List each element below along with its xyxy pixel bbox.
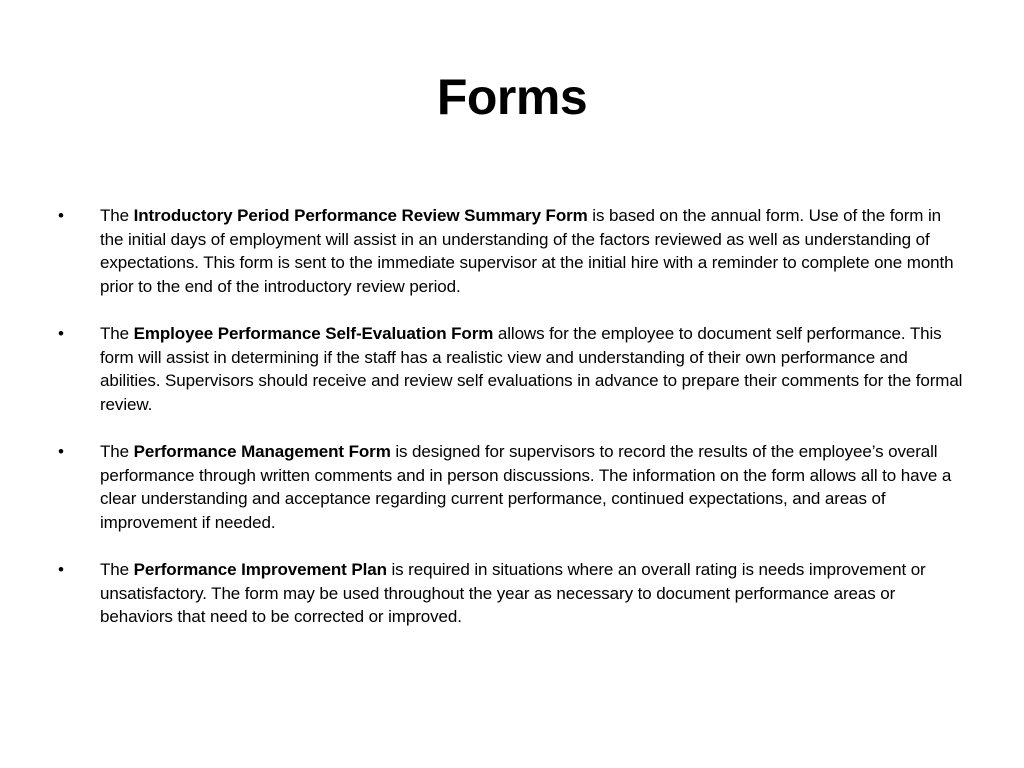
form-name: Performance Improvement Plan bbox=[133, 560, 387, 579]
bullet-point-icon: • bbox=[58, 442, 64, 461]
bullet-lead-text: The bbox=[100, 206, 134, 225]
bullet-item-self-evaluation-form bbox=[56, 322, 966, 416]
bullet-lead-text: The bbox=[100, 442, 134, 461]
bullet-body-text: is designed for supervisors to record the results of the employee’s overall performance through written comments and in person discussions. The information on the form allows all to have a clear understanding and acceptance regarding current performance, continued expectations, and areas of improvement if needed. bbox=[100, 442, 952, 532]
bullet-point-icon: • bbox=[58, 324, 64, 343]
slide-title: Forms bbox=[436, 69, 588, 125]
bullet-lead-text: The bbox=[100, 560, 134, 579]
bullet-list bbox=[56, 204, 966, 629]
bullet-body-text: is based on the annual form. Use of the form in the initial days of employment will assist in an understanding of the factors reviewed as well as understanding of expectations. This form is sent to the immediate supervisor at the initial hire with a reminder to complete one month prior to the end of the introductory review period. bbox=[100, 206, 954, 296]
bullet-body-text: allows for the employee to document self performance. This form will assist in determining if the staff has a realistic view and understanding of their own performance and abilities. Supervisors should receive and review self evaluations in advance to prepare their comments for the formal review. bbox=[100, 324, 963, 414]
bullet-lead-text: The bbox=[100, 324, 134, 343]
form-name: Performance Management Form bbox=[133, 442, 391, 461]
bullet-body-text: is required in situations where an overall rating is needs improvement or unsatisfactory. The form may be used throughout the year as necessary to document performance areas or behaviors that need to be corrected or improved. bbox=[100, 560, 926, 626]
bullet-point-icon: • bbox=[58, 560, 64, 579]
bullet-item-improvement-plan bbox=[56, 558, 966, 629]
bullet-point-icon: • bbox=[58, 206, 64, 225]
form-name: Introductory Period Performance Review Summary Form bbox=[133, 206, 588, 225]
bullet-item-introductory-form bbox=[56, 204, 966, 298]
form-name: Employee Performance Self-Evaluation Form bbox=[133, 324, 494, 343]
bullet-item-performance-management-form bbox=[56, 440, 966, 534]
